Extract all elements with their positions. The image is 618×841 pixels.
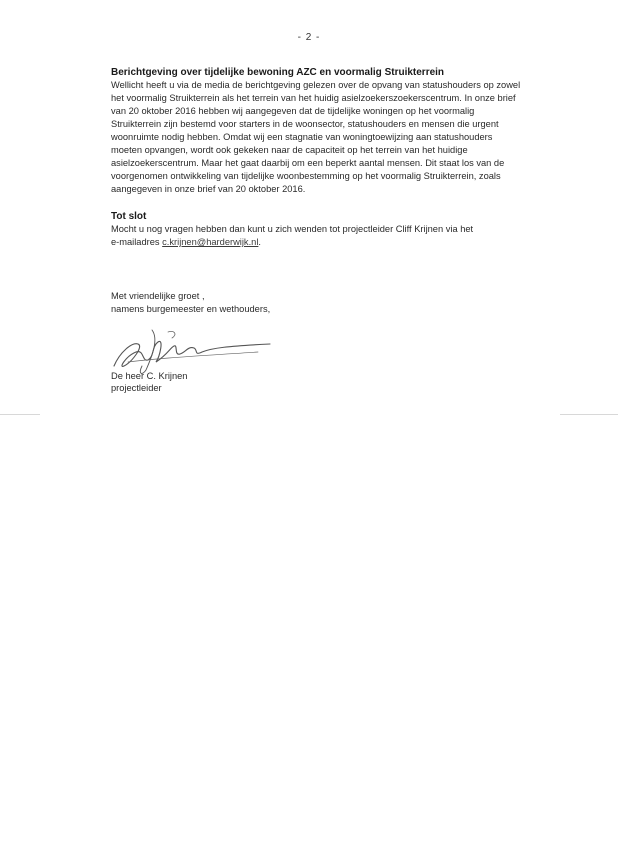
closing-on-behalf: namens burgemeester en wethouders, <box>111 304 271 314</box>
paragraph-line: Wellicht heeft u via de media de berichtgeving gelezen over de opvang van statushouders op zowel <box>111 80 521 90</box>
page-number: - 2 - <box>297 32 321 43</box>
paragraph-line: Struikterrein zijn bestemd voor starters in de woonsector, statushouders en mensen die urgent <box>111 119 499 129</box>
paragraph-line: woonruimte nodig hebben. Omdat wij een stagnatie van woningtoewijzing aan statushouders <box>111 132 493 142</box>
closing-block <box>111 290 270 316</box>
sender-block <box>111 370 187 394</box>
email-link[interactable]: c.krijnen@harderwijk.nl <box>162 237 259 247</box>
email-prefix: e-mailadres <box>111 237 163 247</box>
paragraph-line: Mocht u nog vragen hebben dan kunt u zich wenden tot projectleider Cliff Krijnen via het <box>111 224 474 234</box>
section-heading-tot-slot: Tot slot <box>111 211 147 222</box>
email-suffix: . <box>258 237 261 247</box>
scan-edge-line-left <box>0 414 40 415</box>
sender-role: projectleider <box>111 383 162 393</box>
closing-greeting: Met vriendelijke groet , <box>111 291 205 301</box>
sender-name: De heer C. Krijnen <box>111 371 188 381</box>
paragraph-line: het voormalig Struikterrein als het terrein van het huidig asielzoekerszoekerscentrum. In onze brief <box>111 93 516 103</box>
scan-edge-line-right <box>560 414 618 415</box>
section-tot-slot <box>111 210 541 249</box>
paragraph-line: voorgenomen ontwikkeling van tijdelijke woonbestemming op het voormalig Struikterrein, zoals <box>111 171 501 181</box>
section-heading-berichtgeving: Berichtgeving over tijdelijke bewoning AZC en voormalig Struikterrein <box>111 67 445 78</box>
section-paragraph-berichtgeving <box>111 79 541 196</box>
paragraph-line-email <box>111 236 541 249</box>
paragraph-line: asielzoekerscentrum. Maar het gaat daarbij om een beperkt aantal mensen. Dit staat los van de <box>111 158 505 168</box>
letter-body <box>111 66 541 249</box>
paragraph-line: moeten opvangen, wordt ook gekeken naar de capaciteit op het terrein van het huidige <box>111 145 468 155</box>
paragraph-line: van 20 oktober 2016 hebben wij aangegeven dat de tijdelijke woningen op het voormalig <box>111 106 475 116</box>
paragraph-line: aangegeven in onze brief van 20 oktober 2016. <box>111 184 306 194</box>
